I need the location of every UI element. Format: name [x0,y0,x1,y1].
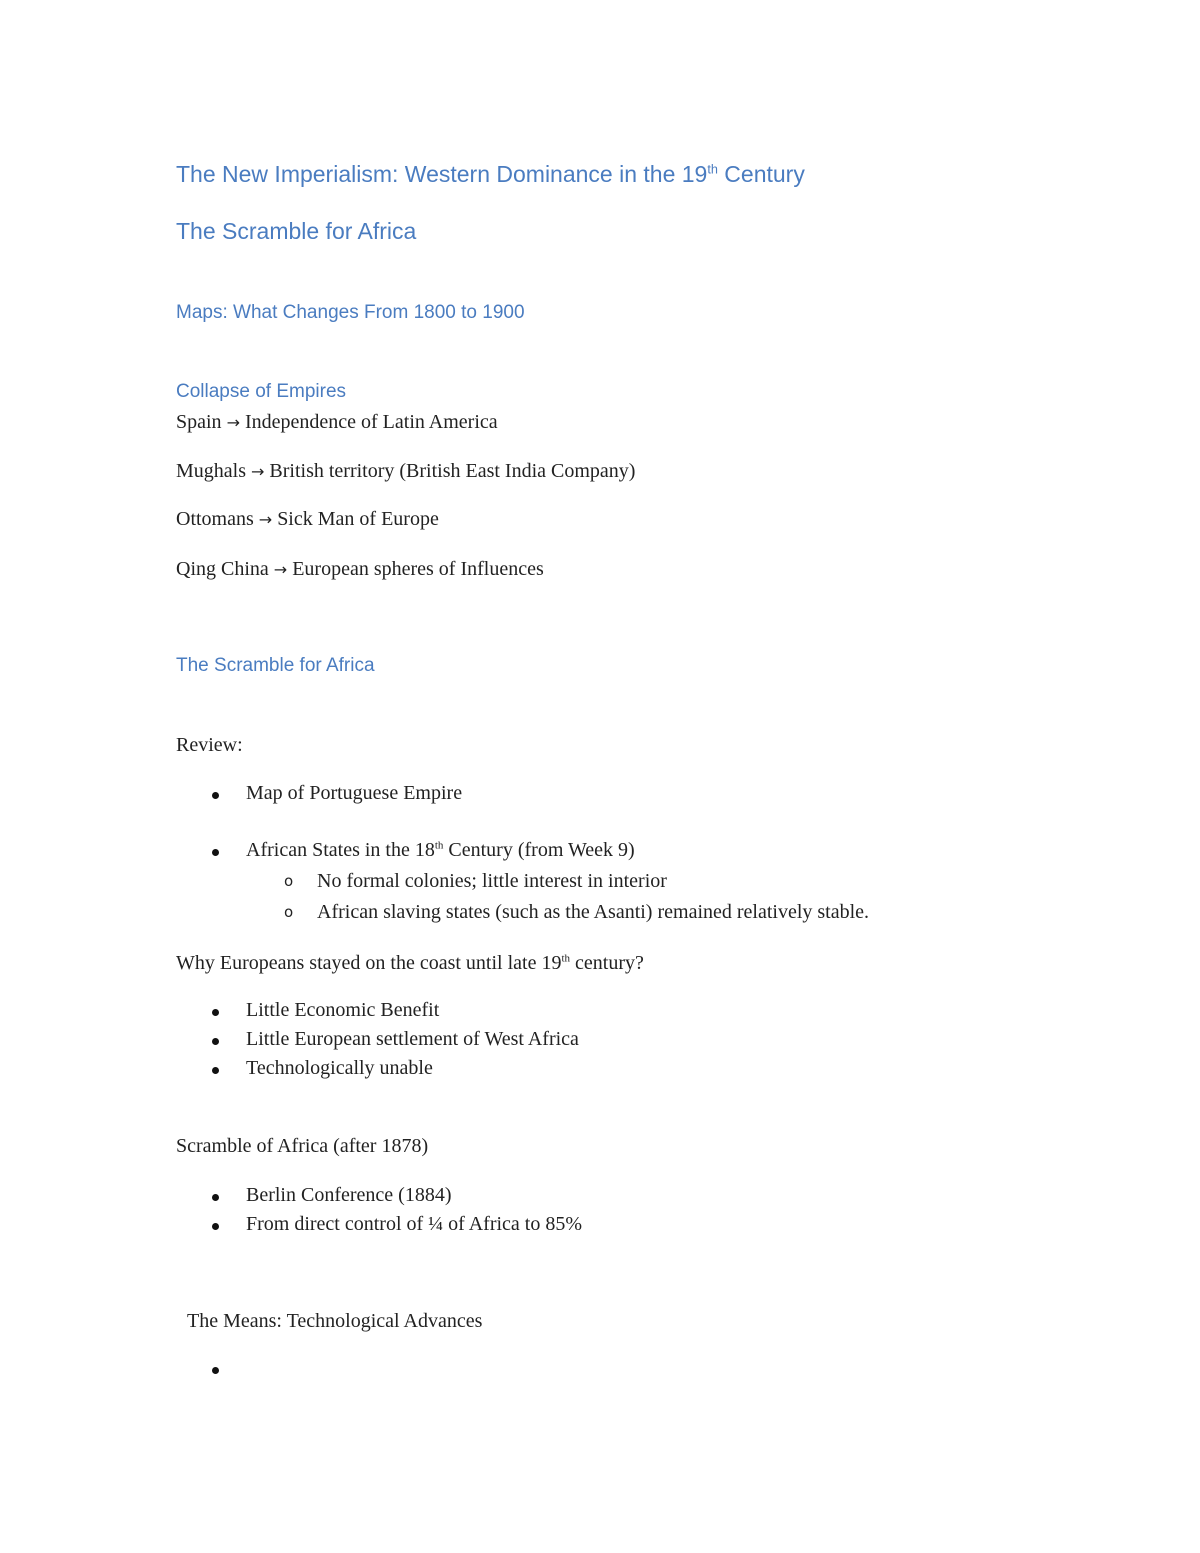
title-superscript: th [707,162,718,177]
circle-bullet-icon: o [284,903,294,921]
right-arrow-icon: → [273,560,288,579]
collapse-line-mughals: Mughals → British territory (British East India Company) [176,460,636,482]
review-label: Review: [176,734,243,756]
review-subitem-slaving-states: African slaving states (such as the Asanti) remained relatively stable. [317,901,870,923]
right-arrow-icon: → [251,462,265,481]
why-item-settlement: Little European settlement of West Africa [246,1028,579,1050]
document-subtitle: The Scramble for Africa [176,218,417,244]
review-subitem-colonies: No formal colonies; little interest in interior [317,870,667,892]
collapse-line-qing: Qing China → European spheres of Influences [176,558,544,580]
collapse-heading: Collapse of Empires [176,381,347,402]
means-label: The Means: Technological Advances [187,1310,483,1332]
scramble-heading: The Scramble for Africa [176,655,375,676]
review-item-african-states: African States in the 18th Century (from Week 9) [246,839,635,861]
collapse-line-ottomans: Ottomans → Sick Man of Europe [176,508,439,530]
maps-heading: Maps: What Changes From 1800 to 1900 [176,302,525,323]
bullet-icon [212,1367,219,1374]
bullet-icon [212,849,219,856]
review-item-portuguese: Map of Portuguese Empire [246,782,463,804]
why-item-technology: Technologically unable [246,1057,433,1079]
document-title: The New Imperialism: Western Dominance in the 19th Century [176,161,805,187]
why-question: Why Europeans stayed on the coast until late 19th century? [176,952,644,974]
right-arrow-icon: → [226,413,240,432]
bullet-icon [212,1009,219,1016]
bullet-icon [212,1223,219,1230]
why-item-economic: Little Economic Benefit [246,999,440,1021]
collapse-line-spain: Spain → Independence of Latin America [176,411,498,433]
bullet-icon [212,1067,219,1074]
scramble-item-control: From direct control of ¼ of Africa to 85% [246,1213,583,1235]
right-arrow-icon: → [258,510,273,529]
scramble-of-africa-label: Scramble of Africa (after 1878) [176,1135,429,1157]
bullet-icon [212,792,219,799]
bullet-icon [212,1038,219,1045]
circle-bullet-icon: o [284,872,294,890]
bullet-icon [212,1194,219,1201]
scramble-item-berlin: Berlin Conference (1884) [246,1184,452,1206]
